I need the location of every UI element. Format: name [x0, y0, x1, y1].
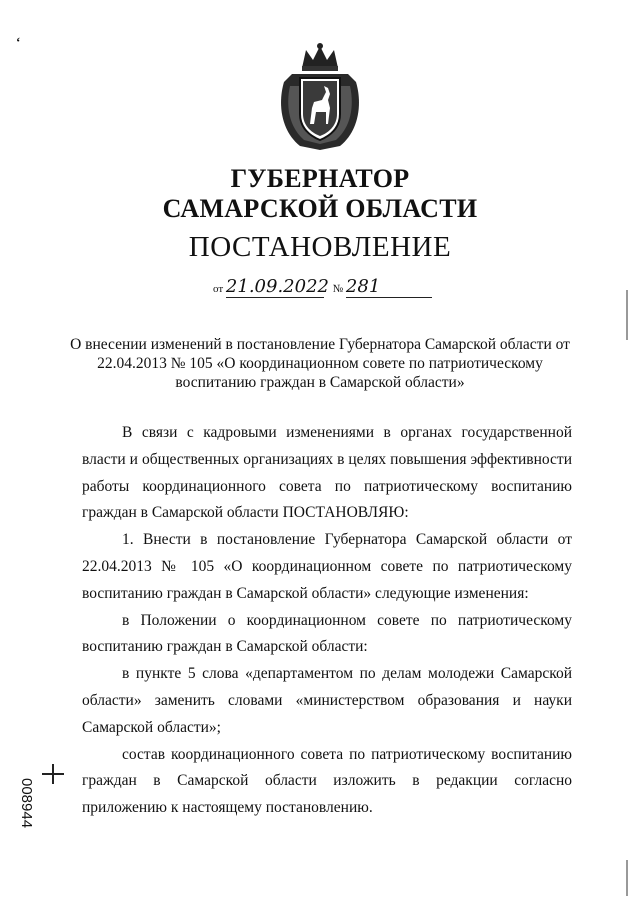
date-number-line: [213, 276, 443, 298]
document-title: О внесении изменений в постановление Губернатора Самарской области от 22.04.2013 № 105 «О координационном совете по патриотическому воспитанию граждан в Самарской области»: [70, 336, 570, 391]
decree-number: 281: [345, 276, 381, 297]
page-edge-mark-icon: [626, 860, 630, 896]
header-line-1: ГУБЕРНАТОР: [230, 164, 410, 193]
registration-mark-icon: [40, 764, 66, 784]
decree-date: 21.09.2022: [225, 276, 329, 297]
paragraph-item-1: 1. Внести в постановление Губернатора Самарской области от 22.04.2013 № 105 «О координационном совете по патриотическому воспитанию граждан в Самарской области» следующие изменения:: [82, 531, 572, 602]
page-edge-mark-icon: [626, 290, 630, 340]
paragraph-composition: состав координационного совета по патриотическому воспитанию граждан в Самарской области изложить в редакции согласно приложению к настоящему постановлению.: [82, 745, 572, 817]
coat-of-arms-icon: [270, 42, 370, 152]
document-type: ПОСТАНОВЛЕНИЕ: [188, 231, 452, 263]
paragraph-clause-5: в пункте 5 слова «департаментом по делам молодежи Самарской области» заменить словами «министерством образования и науки Самарской области»;: [82, 665, 572, 736]
date-prefix: от: [213, 283, 224, 295]
document-body: [82, 420, 572, 822]
paragraph-regulation: в Положении о координационном совете по патриотическому воспитанию граждан в Самарской области:: [82, 611, 572, 656]
header-line-2: САМАРСКОЙ ОБЛАСТИ: [162, 194, 478, 223]
margin-mark: ʻ: [16, 34, 21, 49]
number-prefix: №: [332, 283, 344, 295]
side-registration-code: 008944: [18, 778, 35, 829]
paragraph-preamble: В связи с кадровыми изменениями в органах государственной власти и общественных организациях в целях повышения эффективности работы координационного совета по патриотическому воспитанию граждан в Самарской области ПОСТАНОВЛЯЮ:: [82, 424, 572, 522]
